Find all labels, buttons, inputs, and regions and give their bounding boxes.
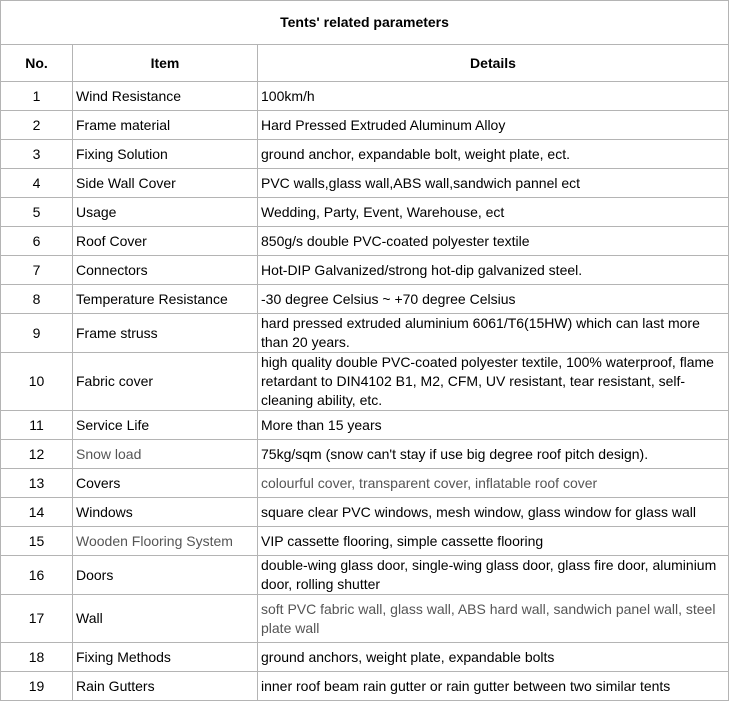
row-item: Wind Resistance: [73, 82, 258, 111]
row-number: 18: [1, 643, 73, 672]
row-number: 11: [1, 411, 73, 440]
table-row: [1, 314, 729, 353]
row-item: Temperature Resistance: [73, 285, 258, 314]
row-number: 14: [1, 498, 73, 527]
row-item: Windows: [73, 498, 258, 527]
row-details: 850g/s double PVC-coated polyester textile: [258, 227, 729, 256]
row-number: 7: [1, 256, 73, 285]
row-details: ground anchor, expandable bolt, weight plate, ect.: [258, 140, 729, 169]
row-number: 4: [1, 169, 73, 198]
row-number: 3: [1, 140, 73, 169]
table-row: [1, 227, 729, 256]
row-details: 100km/h: [258, 82, 729, 111]
table-row: [1, 82, 729, 111]
row-number: 9: [1, 314, 73, 353]
row-number: 17: [1, 595, 73, 643]
row-details: hard pressed extruded aluminium 6061/T6(15HW) which can last more than 20 years.: [258, 314, 729, 353]
row-details: Hard Pressed Extruded Aluminum Alloy: [258, 111, 729, 140]
row-number: 10: [1, 353, 73, 411]
table-row: [1, 411, 729, 440]
row-item: Doors: [73, 556, 258, 595]
header-details: Details: [258, 45, 729, 82]
row-number: 12: [1, 440, 73, 469]
row-item: Service Life: [73, 411, 258, 440]
row-details: PVC walls,glass wall,ABS wall,sandwich pannel ect: [258, 169, 729, 198]
row-number: 6: [1, 227, 73, 256]
table-row: [1, 140, 729, 169]
table-title: Tents' related parameters: [1, 1, 729, 45]
row-number: 2: [1, 111, 73, 140]
row-item: Connectors: [73, 256, 258, 285]
table-row: [1, 169, 729, 198]
row-details: Wedding, Party, Event, Warehouse, ect: [258, 198, 729, 227]
header-item: Item: [73, 45, 258, 82]
table-row: [1, 111, 729, 140]
row-details: Hot-DIP Galvanized/strong hot-dip galvanized steel.: [258, 256, 729, 285]
table-row: [1, 256, 729, 285]
row-details: double-wing glass door, single-wing glass door, glass fire door, aluminium door, rolling shutter: [258, 556, 729, 595]
row-item: Fixing Methods: [73, 643, 258, 672]
row-item: Side Wall Cover: [73, 169, 258, 198]
table-row: [1, 498, 729, 527]
row-details: colourful cover, transparent cover, inflatable roof cover: [258, 469, 729, 498]
row-number: 19: [1, 672, 73, 701]
table-row: [1, 672, 729, 701]
row-item: Frame material: [73, 111, 258, 140]
row-number: 15: [1, 527, 73, 556]
row-item: Roof Cover: [73, 227, 258, 256]
row-number: 5: [1, 198, 73, 227]
row-item: Covers: [73, 469, 258, 498]
header-row: [1, 45, 729, 82]
table-row: [1, 198, 729, 227]
row-item: Usage: [73, 198, 258, 227]
row-details: More than 15 years: [258, 411, 729, 440]
row-item: Wooden Flooring System: [73, 527, 258, 556]
row-details: soft PVC fabric wall, glass wall, ABS hard wall, sandwich panel wall, steel plate wall: [258, 595, 729, 643]
table-row: [1, 643, 729, 672]
row-number: 13: [1, 469, 73, 498]
row-item: Wall: [73, 595, 258, 643]
row-item: Frame struss: [73, 314, 258, 353]
table-row: [1, 527, 729, 556]
row-details: VIP cassette flooring, simple cassette flooring: [258, 527, 729, 556]
row-item: Snow load: [73, 440, 258, 469]
row-details: inner roof beam rain gutter or rain gutter between two similar tents: [258, 672, 729, 701]
table-row: [1, 285, 729, 314]
row-item: Fabric cover: [73, 353, 258, 411]
row-details: -30 degree Celsius ~ +70 degree Celsius: [258, 285, 729, 314]
row-item: Rain Gutters: [73, 672, 258, 701]
row-number: 16: [1, 556, 73, 595]
row-details: 75kg/sqm (snow can't stay if use big degree roof pitch design).: [258, 440, 729, 469]
row-details: ground anchors, weight plate, expandable bolts: [258, 643, 729, 672]
table-row: [1, 440, 729, 469]
table-row: [1, 469, 729, 498]
row-details: high quality double PVC-coated polyester textile, 100% waterproof, flame retardant to DIN4102 B1, M2, CFM, UV resistant, tear resistant, self-cleaning ability, etc.: [258, 353, 729, 411]
header-no: No.: [1, 45, 73, 82]
row-item: Fixing Solution: [73, 140, 258, 169]
table-row: [1, 353, 729, 411]
table-row: [1, 595, 729, 643]
row-details: square clear PVC windows, mesh window, glass window for glass wall: [258, 498, 729, 527]
row-number: 8: [1, 285, 73, 314]
row-number: 1: [1, 82, 73, 111]
table-row: [1, 556, 729, 595]
